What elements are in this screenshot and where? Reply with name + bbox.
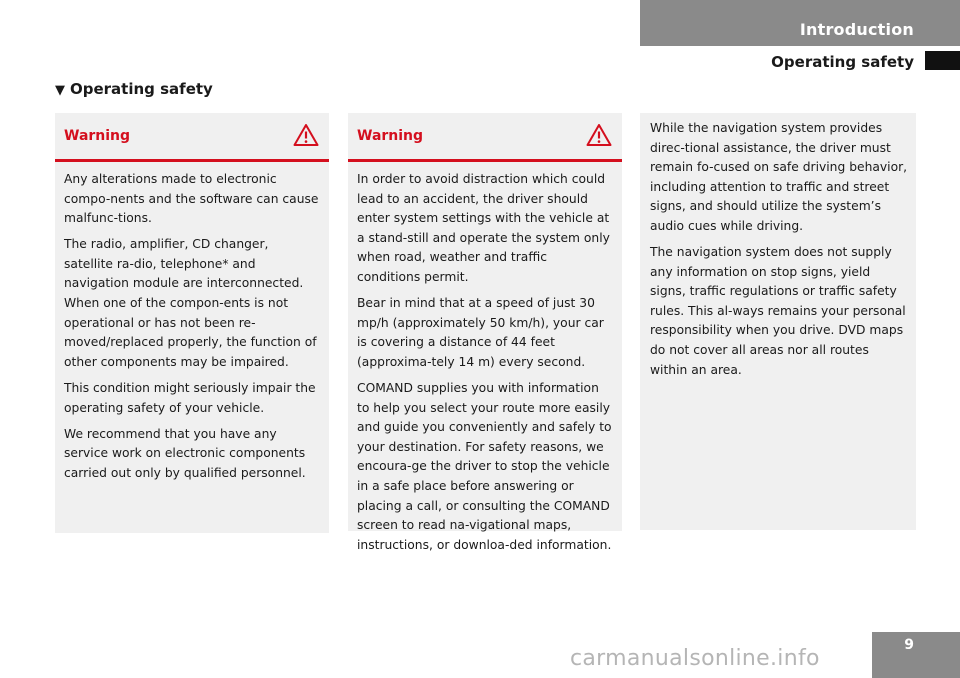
paragraph: Any alterations made to electronic compo-nents and the software can cause malfunc-tions. bbox=[64, 172, 319, 226]
warning-body bbox=[55, 162, 329, 483]
paragraph: Bear in mind that at a speed of just 30 mp/h (approximately 50 km/h), your car is covering a distance of 44 feet (approxima-tely 14 m) every second. bbox=[357, 296, 604, 369]
info-panel-navigation bbox=[640, 113, 916, 530]
warning-label: Warning bbox=[64, 128, 131, 144]
warning-header bbox=[348, 113, 622, 162]
warning-triangle-icon bbox=[293, 123, 319, 147]
paragraph: In order to avoid distraction which could lead to an accident, the driver should enter system settings with the vehicle at a stand-still and operate the system only when road, weather and traffic conditions permit. bbox=[357, 172, 610, 284]
info-body bbox=[640, 113, 916, 380]
section-header: Operating safety bbox=[771, 53, 914, 71]
section-title-text: Operating safety bbox=[70, 80, 213, 98]
paragraph: This condition might seriously impair the operating safety of your vehicle. bbox=[64, 380, 316, 415]
warning-label: Warning bbox=[357, 128, 424, 144]
section-title bbox=[55, 80, 213, 98]
thumb-tab bbox=[925, 51, 960, 70]
warning-triangle-icon bbox=[586, 123, 612, 147]
triangle-bullet-icon: ▼ bbox=[55, 83, 65, 98]
chapter-title: Introduction bbox=[799, 20, 914, 39]
paragraph: While the navigation system provides direc-tional assistance, the driver must remain fo-cused on safe driving behavior, including attention to traffic and street signs, and should utilize the system’s audio cues while driving. bbox=[650, 121, 908, 233]
page-number-box bbox=[872, 632, 960, 678]
warning-panel-electronics bbox=[55, 113, 329, 533]
page-number: 9 bbox=[904, 637, 914, 653]
paragraph: The radio, amplifier, CD changer, satellite ra-dio, telephone* and navigation module are interconnected. When one of the compon-ents is not operational or has not been re-moved/replaced properly, the function of other components may be impaired. bbox=[64, 237, 317, 369]
paragraph: The navigation system does not supply any information on stop signs, yield signs, traffic regulations or traffic safety rules. This al-ways remains your personal responsibility when you drive. DVD maps do not cover all areas nor all routes within an area. bbox=[650, 245, 906, 377]
warning-body bbox=[348, 162, 622, 555]
paragraph: We recommend that you have any service work on electronic components carried out only by qualified personnel. bbox=[64, 426, 306, 480]
paragraph: COMAND supplies you with information to help you select your route more easily and guide you conveniently and safely to your destination. For safety reasons, we encoura-ge the driver to stop the vehicle in a safe place before answering or placing a call, or consulting the COMAND screen to read na-vigational maps, instructions, or downloa-ded information. bbox=[357, 380, 612, 552]
watermark: carmanualsonline.info bbox=[570, 646, 820, 671]
warning-header bbox=[55, 113, 329, 162]
warning-panel-distraction bbox=[348, 113, 622, 552]
